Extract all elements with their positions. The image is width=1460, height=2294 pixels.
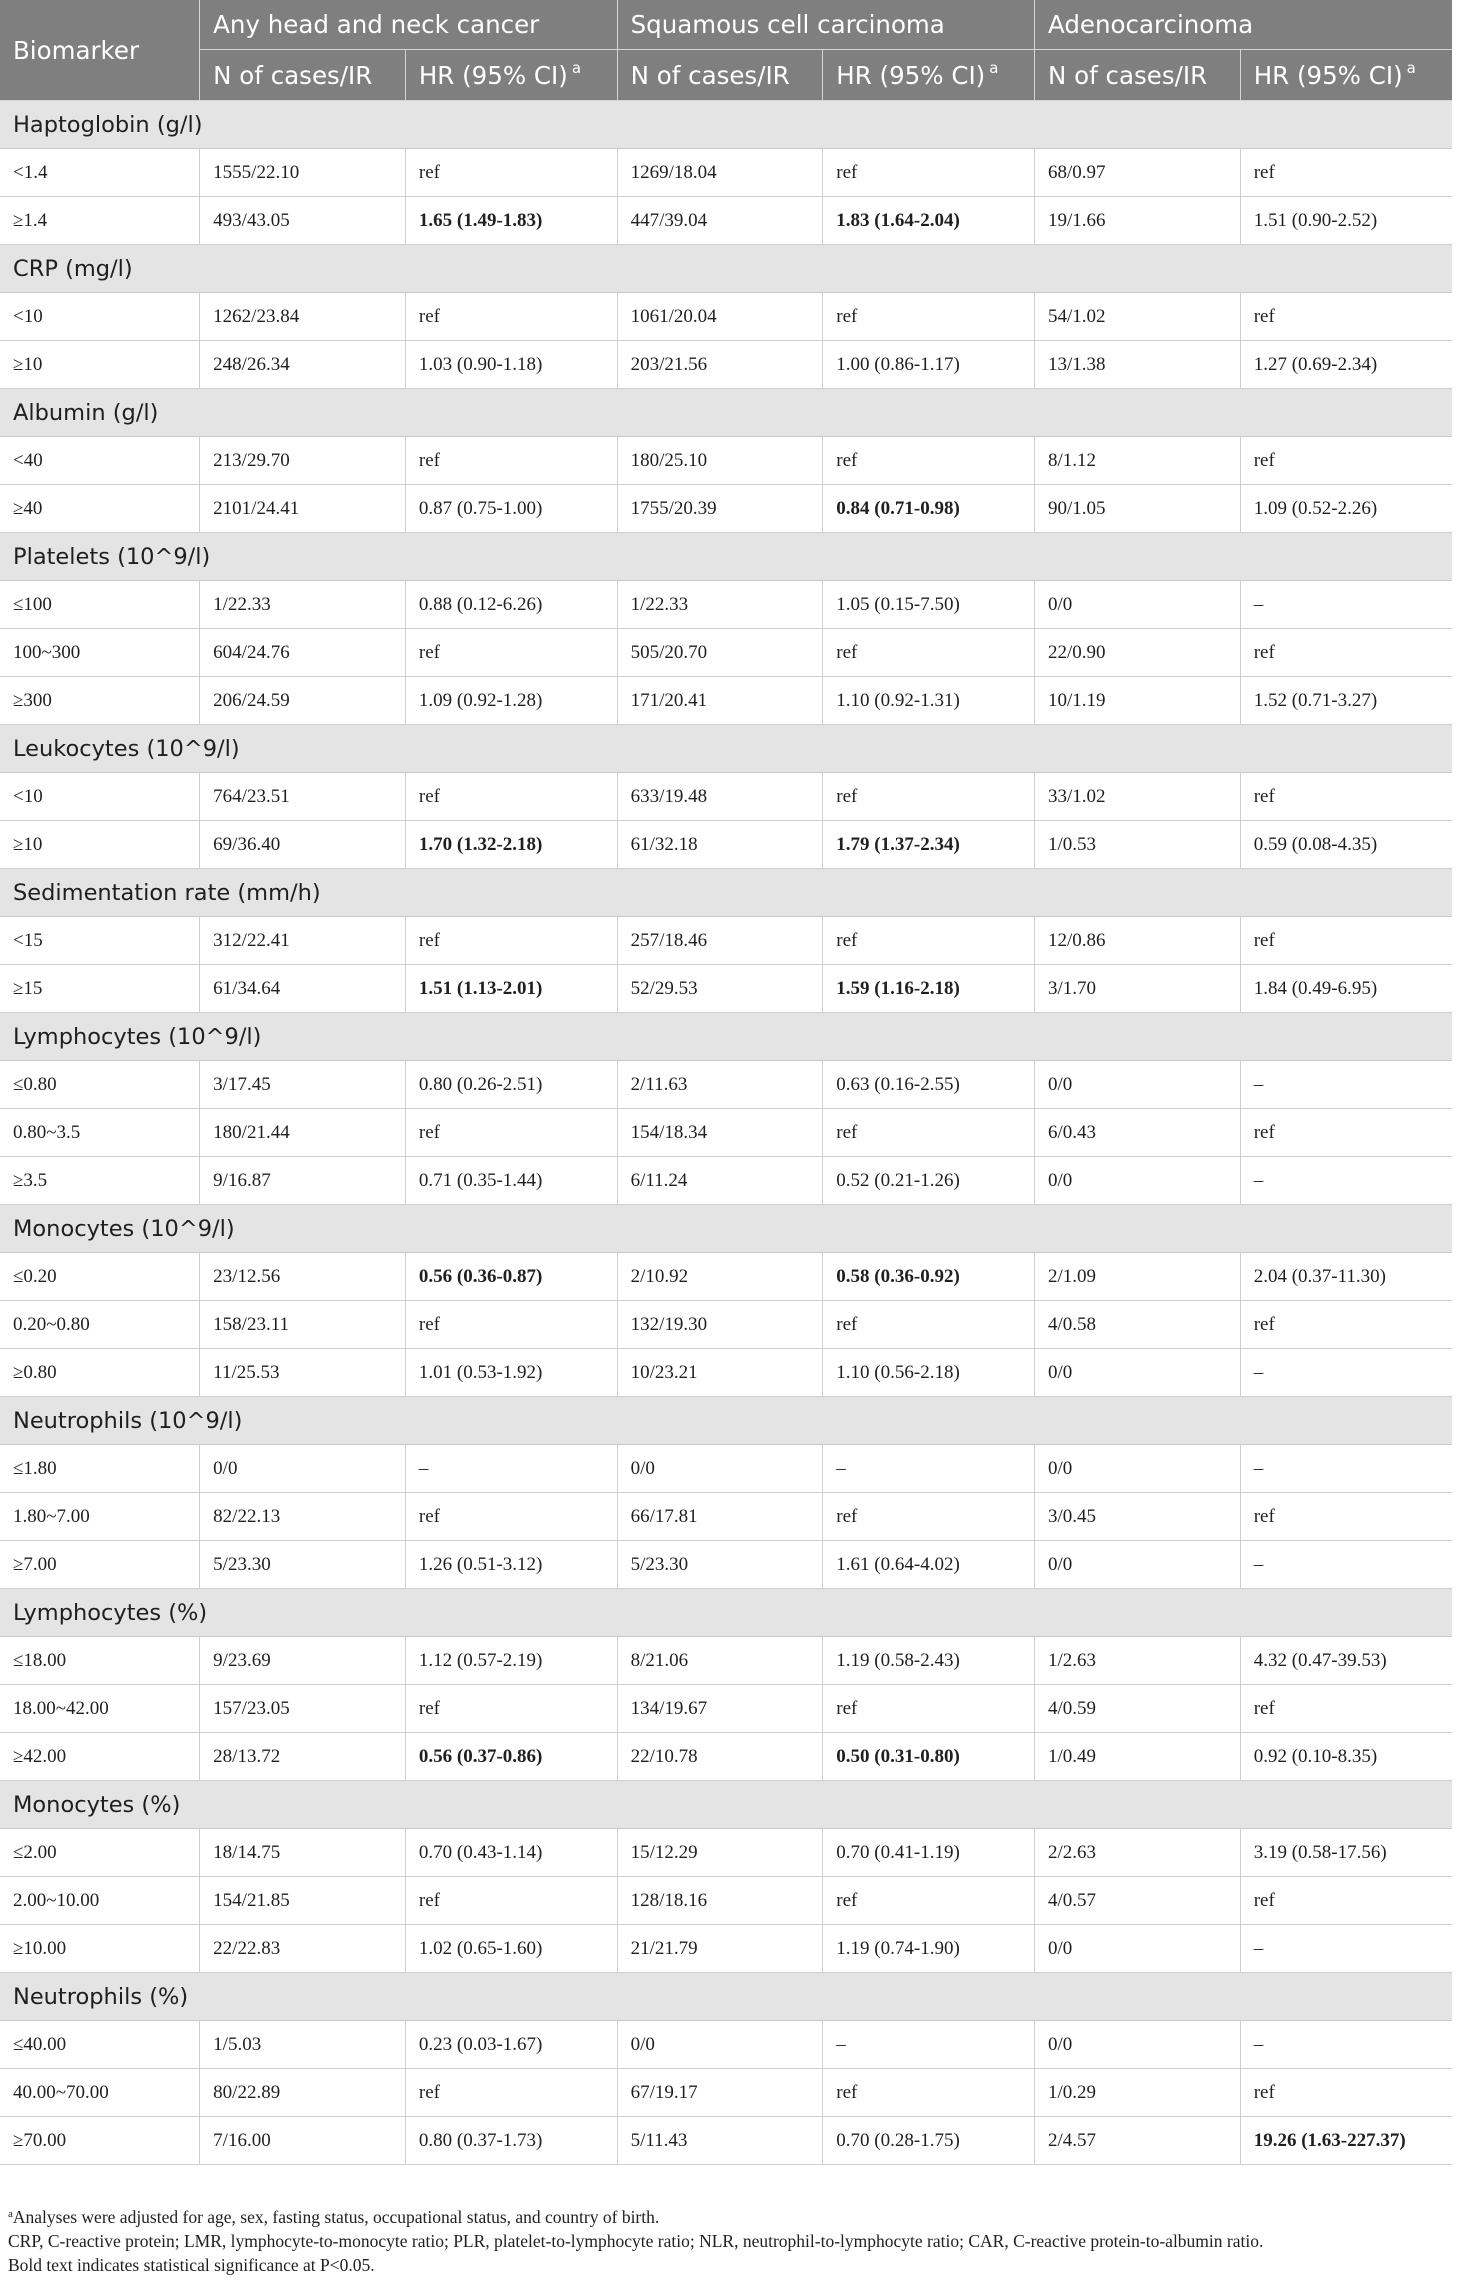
any-hnc-n-ir-cell: 69/36.40 [200, 821, 406, 869]
any-hnc-n-ir-cell: 312/22.41 [200, 917, 406, 965]
footnote-a-marker: a [8, 2208, 13, 2220]
scc-hr-cell: ref [823, 149, 1035, 197]
header-hr [405, 50, 617, 101]
any-hnc-n-ir-cell: 23/12.56 [200, 1253, 406, 1301]
any-hnc-n-ir-cell: 3/17.45 [200, 1061, 406, 1109]
any-hnc-hr-cell: 0.80 (0.26-2.51) [405, 1061, 617, 1109]
level-cell: ≥0.80 [0, 1349, 200, 1397]
section-header-row [0, 869, 1452, 917]
scc-n-ir-cell: 154/18.34 [617, 1109, 823, 1157]
adeno-n-ir-cell: 1/0.29 [1035, 2069, 1241, 2117]
adeno-n-ir-cell: 3/0.45 [1035, 1493, 1241, 1541]
level-cell: ≤18.00 [0, 1637, 200, 1685]
adeno-hr-cell: ref [1240, 149, 1452, 197]
table-row [0, 1493, 1452, 1541]
level-cell: 18.00~42.00 [0, 1685, 200, 1733]
table-row [0, 1877, 1452, 1925]
table-row [0, 773, 1452, 821]
adeno-n-ir-cell: 0/0 [1035, 581, 1241, 629]
any-hnc-hr-cell: ref [405, 629, 617, 677]
scc-hr-cell: 1.10 (0.56-2.18) [823, 1349, 1035, 1397]
any-hnc-n-ir-cell: 213/29.70 [200, 437, 406, 485]
scc-hr-cell: – [823, 1445, 1035, 1493]
table-row [0, 2021, 1452, 2069]
scc-hr-cell: ref [823, 1877, 1035, 1925]
header-group-scc: Squamous cell carcinoma [617, 0, 1034, 50]
scc-hr-cell: 1.79 (1.37-2.34) [823, 821, 1035, 869]
section-title: Lymphocytes (%) [0, 1589, 1452, 1637]
section-title: Monocytes (%) [0, 1781, 1452, 1829]
adeno-n-ir-cell: 90/1.05 [1035, 485, 1241, 533]
section-header-row [0, 1589, 1452, 1637]
scc-n-ir-cell: 180/25.10 [617, 437, 823, 485]
any-hnc-hr-cell: 1.70 (1.32-2.18) [405, 821, 617, 869]
section-title: Neutrophils (10^9/l) [0, 1397, 1452, 1445]
scc-hr-cell: ref [823, 1493, 1035, 1541]
table-row [0, 1445, 1452, 1493]
scc-hr-cell: ref [823, 773, 1035, 821]
scc-n-ir-cell: 505/20.70 [617, 629, 823, 677]
adeno-n-ir-cell: 1/2.63 [1035, 1637, 1241, 1685]
scc-hr-cell: 1.05 (0.15-7.50) [823, 581, 1035, 629]
any-hnc-n-ir-cell: 11/25.53 [200, 1349, 406, 1397]
adeno-n-ir-cell: 4/0.57 [1035, 1877, 1241, 1925]
adeno-n-ir-cell: 0/0 [1035, 1157, 1241, 1205]
adeno-hr-cell: 1.84 (0.49-6.95) [1240, 965, 1452, 1013]
table-row [0, 1733, 1452, 1781]
table-row [0, 149, 1452, 197]
table-row [0, 1109, 1452, 1157]
header-hr-sup: a [1406, 58, 1416, 77]
section-header-row [0, 245, 1452, 293]
section-header-row [0, 101, 1452, 149]
scc-n-ir-cell: 2/10.92 [617, 1253, 823, 1301]
header-biomarker: Biomarker [0, 0, 200, 101]
table-row [0, 1253, 1452, 1301]
any-hnc-n-ir-cell: 1555/22.10 [200, 149, 406, 197]
scc-n-ir-cell: 5/11.43 [617, 2117, 823, 2165]
scc-hr-cell: ref [823, 2069, 1035, 2117]
any-hnc-hr-cell: ref [405, 773, 617, 821]
adeno-hr-cell: ref [1240, 773, 1452, 821]
scc-hr-cell: 0.70 (0.41-1.19) [823, 1829, 1035, 1877]
any-hnc-n-ir-cell: 158/23.11 [200, 1301, 406, 1349]
scc-n-ir-cell: 132/19.30 [617, 1301, 823, 1349]
table-row [0, 437, 1452, 485]
any-hnc-hr-cell: ref [405, 1493, 617, 1541]
any-hnc-hr-cell: 0.87 (0.75-1.00) [405, 485, 617, 533]
adeno-hr-cell: – [1240, 1445, 1452, 1493]
any-hnc-n-ir-cell: 604/24.76 [200, 629, 406, 677]
any-hnc-n-ir-cell: 18/14.75 [200, 1829, 406, 1877]
level-cell: 40.00~70.00 [0, 2069, 200, 2117]
adeno-hr-cell: 1.52 (0.71-3.27) [1240, 677, 1452, 725]
section-title: Leukocytes (10^9/l) [0, 725, 1452, 773]
table-row [0, 1541, 1452, 1589]
scc-n-ir-cell: 15/12.29 [617, 1829, 823, 1877]
adeno-hr-cell: 19.26 (1.63-227.37) [1240, 2117, 1452, 2165]
scc-n-ir-cell: 1269/18.04 [617, 149, 823, 197]
level-cell: 2.00~10.00 [0, 1877, 200, 1925]
any-hnc-hr-cell: 1.01 (0.53-1.92) [405, 1349, 617, 1397]
adeno-hr-cell: ref [1240, 1877, 1452, 1925]
level-cell: ≤0.80 [0, 1061, 200, 1109]
any-hnc-n-ir-cell: 154/21.85 [200, 1877, 406, 1925]
any-hnc-hr-cell: 1.12 (0.57-2.19) [405, 1637, 617, 1685]
level-cell: ≤40.00 [0, 2021, 200, 2069]
any-hnc-hr-cell: ref [405, 1301, 617, 1349]
scc-hr-cell: ref [823, 917, 1035, 965]
level-cell: ≥42.00 [0, 1733, 200, 1781]
table-row [0, 1061, 1452, 1109]
scc-n-ir-cell: 5/23.30 [617, 1541, 823, 1589]
adeno-n-ir-cell: 0/0 [1035, 1349, 1241, 1397]
adeno-n-ir-cell: 0/0 [1035, 2021, 1241, 2069]
scc-hr-cell: 0.63 (0.16-2.55) [823, 1061, 1035, 1109]
header-hr-sup: a [989, 58, 999, 77]
adeno-hr-cell: – [1240, 1925, 1452, 1973]
scc-hr-cell: ref [823, 437, 1035, 485]
table-row [0, 197, 1452, 245]
scc-n-ir-cell: 6/11.24 [617, 1157, 823, 1205]
scc-n-ir-cell: 1061/20.04 [617, 293, 823, 341]
scc-hr-cell: – [823, 2021, 1035, 2069]
section-title: Lymphocytes (10^9/l) [0, 1013, 1452, 1061]
level-cell: 1.80~7.00 [0, 1493, 200, 1541]
level-cell: <15 [0, 917, 200, 965]
scc-n-ir-cell: 61/32.18 [617, 821, 823, 869]
adeno-hr-cell: 1.27 (0.69-2.34) [1240, 341, 1452, 389]
scc-hr-cell: 1.10 (0.92-1.31) [823, 677, 1035, 725]
scc-hr-cell: 1.59 (1.16-2.18) [823, 965, 1035, 1013]
scc-hr-cell: ref [823, 1109, 1035, 1157]
table-row [0, 293, 1452, 341]
any-hnc-hr-cell: ref [405, 2069, 617, 2117]
table-row [0, 1925, 1452, 1973]
scc-hr-cell: 0.58 (0.36-0.92) [823, 1253, 1035, 1301]
header-hr-label: HR (95% CI) [836, 60, 986, 90]
scc-n-ir-cell: 66/17.81 [617, 1493, 823, 1541]
level-cell: ≥7.00 [0, 1541, 200, 1589]
table-row [0, 1157, 1452, 1205]
any-hnc-hr-cell: 0.23 (0.03-1.67) [405, 2021, 617, 2069]
adeno-hr-cell: 1.09 (0.52-2.26) [1240, 485, 1452, 533]
level-cell: ≤100 [0, 581, 200, 629]
section-header-row [0, 725, 1452, 773]
level-cell: ≤1.80 [0, 1445, 200, 1493]
any-hnc-hr-cell: ref [405, 917, 617, 965]
adeno-hr-cell: 1.51 (0.90-2.52) [1240, 197, 1452, 245]
level-cell: ≥1.4 [0, 197, 200, 245]
scc-n-ir-cell: 22/10.78 [617, 1733, 823, 1781]
any-hnc-hr-cell: 1.03 (0.90-1.18) [405, 341, 617, 389]
adeno-n-ir-cell: 1/0.53 [1035, 821, 1241, 869]
header-hr-sup: a [571, 58, 582, 77]
adeno-n-ir-cell: 22/0.90 [1035, 629, 1241, 677]
table-row [0, 1349, 1452, 1397]
adeno-n-ir-cell: 0/0 [1035, 1061, 1241, 1109]
scc-n-ir-cell: 2/11.63 [617, 1061, 823, 1109]
any-hnc-n-ir-cell: 493/43.05 [200, 197, 406, 245]
section-title: Sedimentation rate (mm/h) [0, 869, 1452, 917]
header-n-ir: N of cases/IR [200, 50, 406, 101]
any-hnc-n-ir-cell: 157/23.05 [200, 1685, 406, 1733]
adeno-hr-cell: ref [1240, 917, 1452, 965]
section-header-row [0, 389, 1452, 437]
any-hnc-hr-cell: ref [405, 1877, 617, 1925]
any-hnc-n-ir-cell: 248/26.34 [200, 341, 406, 389]
section-title: Neutrophils (%) [0, 1973, 1452, 2021]
adeno-n-ir-cell: 13/1.38 [1035, 341, 1241, 389]
adeno-hr-cell: – [1240, 1349, 1452, 1397]
scc-n-ir-cell: 10/23.21 [617, 1349, 823, 1397]
section-title: CRP (mg/l) [0, 245, 1452, 293]
scc-hr-cell: 0.52 (0.21-1.26) [823, 1157, 1035, 1205]
level-cell: <40 [0, 437, 200, 485]
scc-n-ir-cell: 0/0 [617, 2021, 823, 2069]
scc-hr-cell: 0.70 (0.28-1.75) [823, 2117, 1035, 2165]
level-cell: ≥10 [0, 821, 200, 869]
scc-n-ir-cell: 21/21.79 [617, 1925, 823, 1973]
any-hnc-n-ir-cell: 1262/23.84 [200, 293, 406, 341]
level-cell: ≤2.00 [0, 1829, 200, 1877]
level-cell: <10 [0, 293, 200, 341]
table-row [0, 821, 1452, 869]
scc-hr-cell: 1.19 (0.74-1.90) [823, 1925, 1035, 1973]
level-cell: ≥10 [0, 341, 200, 389]
table-row [0, 2117, 1452, 2165]
any-hnc-hr-cell: 0.80 (0.37-1.73) [405, 2117, 617, 2165]
header-hr-label: HR (95% CI) [418, 60, 568, 90]
level-cell: 0.80~3.5 [0, 1109, 200, 1157]
scc-n-ir-cell: 1/22.33 [617, 581, 823, 629]
level-cell: ≥3.5 [0, 1157, 200, 1205]
table-row [0, 2069, 1452, 2117]
any-hnc-hr-cell: 0.71 (0.35-1.44) [405, 1157, 617, 1205]
adeno-n-ir-cell: 0/0 [1035, 1541, 1241, 1589]
table-row [0, 1301, 1452, 1349]
level-cell: ≥70.00 [0, 2117, 200, 2165]
any-hnc-hr-cell: 1.51 (1.13-2.01) [405, 965, 617, 1013]
header-hr-label: HR (95% CI) [1253, 60, 1403, 90]
header-hr [823, 50, 1035, 101]
scc-hr-cell: 1.19 (0.58-2.43) [823, 1637, 1035, 1685]
adeno-hr-cell: ref [1240, 1685, 1452, 1733]
scc-hr-cell: ref [823, 1301, 1035, 1349]
any-hnc-hr-cell: – [405, 1445, 617, 1493]
scc-n-ir-cell: 0/0 [617, 1445, 823, 1493]
adeno-n-ir-cell: 1/0.49 [1035, 1733, 1241, 1781]
scc-n-ir-cell: 203/21.56 [617, 341, 823, 389]
adeno-hr-cell: – [1240, 1157, 1452, 1205]
table-row [0, 581, 1452, 629]
adeno-n-ir-cell: 33/1.02 [1035, 773, 1241, 821]
table-row [0, 677, 1452, 725]
scc-hr-cell: 1.61 (0.64-4.02) [823, 1541, 1035, 1589]
adeno-hr-cell: 0.92 (0.10-8.35) [1240, 1733, 1452, 1781]
level-cell: 0.20~0.80 [0, 1301, 200, 1349]
any-hnc-hr-cell: 0.88 (0.12-6.26) [405, 581, 617, 629]
any-hnc-hr-cell: ref [405, 1109, 617, 1157]
header-row-metrics [0, 50, 1452, 101]
scc-hr-cell: 1.00 (0.86-1.17) [823, 341, 1035, 389]
adeno-n-ir-cell: 12/0.86 [1035, 917, 1241, 965]
any-hnc-n-ir-cell: 0/0 [200, 1445, 406, 1493]
header-n-ir: N of cases/IR [617, 50, 823, 101]
footnote-abbreviations: CRP, C-reactive protein; LMR, lymphocyte-to-monocyte ratio; PLR, platelet-to-lymphocyte ratio; NLR, neutrophil-to-lymphocyte ratio; CAR, C-reactive protein-to-albumin ratio. [8, 2231, 1264, 2251]
any-hnc-n-ir-cell: 80/22.89 [200, 2069, 406, 2117]
adeno-hr-cell: – [1240, 1541, 1452, 1589]
any-hnc-n-ir-cell: 9/16.87 [200, 1157, 406, 1205]
table-body [0, 101, 1452, 2165]
section-header-row [0, 1973, 1452, 2021]
any-hnc-hr-cell: ref [405, 437, 617, 485]
level-cell: <10 [0, 773, 200, 821]
adeno-n-ir-cell: 4/0.59 [1035, 1685, 1241, 1733]
table-row [0, 341, 1452, 389]
any-hnc-hr-cell: 0.70 (0.43-1.14) [405, 1829, 617, 1877]
any-hnc-hr-cell: ref [405, 149, 617, 197]
adeno-hr-cell: ref [1240, 2069, 1452, 2117]
section-header-row [0, 1205, 1452, 1253]
section-title: Platelets (10^9/l) [0, 533, 1452, 581]
any-hnc-n-ir-cell: 1/5.03 [200, 2021, 406, 2069]
adeno-n-ir-cell: 68/0.97 [1035, 149, 1241, 197]
adeno-hr-cell: 2.04 (0.37-11.30) [1240, 1253, 1452, 1301]
adeno-hr-cell: 0.59 (0.08-4.35) [1240, 821, 1452, 869]
adeno-n-ir-cell: 2/4.57 [1035, 2117, 1241, 2165]
section-header-row [0, 1013, 1452, 1061]
footnote-a [8, 2205, 1448, 2229]
adeno-hr-cell: – [1240, 1061, 1452, 1109]
any-hnc-hr-cell: 1.02 (0.65-1.60) [405, 1925, 617, 1973]
any-hnc-n-ir-cell: 22/22.83 [200, 1925, 406, 1973]
any-hnc-hr-cell: ref [405, 293, 617, 341]
table-row [0, 485, 1452, 533]
section-title: Haptoglobin (g/l) [0, 101, 1452, 149]
footnotes [8, 2205, 1448, 2277]
header-n-ir: N of cases/IR [1035, 50, 1241, 101]
adeno-hr-cell: ref [1240, 1493, 1452, 1541]
scc-hr-cell: 0.50 (0.31-0.80) [823, 1733, 1035, 1781]
any-hnc-n-ir-cell: 28/13.72 [200, 1733, 406, 1781]
any-hnc-n-ir-cell: 7/16.00 [200, 2117, 406, 2165]
any-hnc-hr-cell: 1.09 (0.92-1.28) [405, 677, 617, 725]
adeno-n-ir-cell: 4/0.58 [1035, 1301, 1241, 1349]
adeno-n-ir-cell: 2/2.63 [1035, 1829, 1241, 1877]
header-hr [1240, 50, 1452, 101]
any-hnc-n-ir-cell: 764/23.51 [200, 773, 406, 821]
adeno-hr-cell: 3.19 (0.58-17.56) [1240, 1829, 1452, 1877]
adeno-hr-cell: ref [1240, 629, 1452, 677]
scc-hr-cell: ref [823, 293, 1035, 341]
scc-n-ir-cell: 1755/20.39 [617, 485, 823, 533]
level-cell: ≥15 [0, 965, 200, 1013]
adeno-n-ir-cell: 10/1.19 [1035, 677, 1241, 725]
section-header-row [0, 533, 1452, 581]
level-cell: ≤0.20 [0, 1253, 200, 1301]
adeno-hr-cell: – [1240, 2021, 1452, 2069]
adeno-hr-cell: – [1240, 581, 1452, 629]
adeno-n-ir-cell: 2/1.09 [1035, 1253, 1241, 1301]
table-row [0, 629, 1452, 677]
section-title: Albumin (g/l) [0, 389, 1452, 437]
table-row [0, 917, 1452, 965]
adeno-n-ir-cell: 6/0.43 [1035, 1109, 1241, 1157]
section-header-row [0, 1397, 1452, 1445]
any-hnc-hr-cell: 1.26 (0.51-3.12) [405, 1541, 617, 1589]
scc-n-ir-cell: 257/18.46 [617, 917, 823, 965]
scc-hr-cell: 1.83 (1.64-2.04) [823, 197, 1035, 245]
level-cell: ≥10.00 [0, 1925, 200, 1973]
any-hnc-hr-cell: 1.65 (1.49-1.83) [405, 197, 617, 245]
any-hnc-n-ir-cell: 206/24.59 [200, 677, 406, 725]
scc-hr-cell: 0.84 (0.71-0.98) [823, 485, 1035, 533]
adeno-hr-cell: ref [1240, 1109, 1452, 1157]
footnote-bold-note: Bold text indicates statistical significance at P<0.05. [8, 2255, 375, 2275]
adeno-n-ir-cell: 54/1.02 [1035, 293, 1241, 341]
adeno-hr-cell: ref [1240, 437, 1452, 485]
any-hnc-n-ir-cell: 180/21.44 [200, 1109, 406, 1157]
any-hnc-hr-cell: 0.56 (0.37-0.86) [405, 1733, 617, 1781]
adeno-n-ir-cell: 0/0 [1035, 1925, 1241, 1973]
any-hnc-n-ir-cell: 9/23.69 [200, 1637, 406, 1685]
adeno-hr-cell: ref [1240, 1301, 1452, 1349]
scc-n-ir-cell: 52/29.53 [617, 965, 823, 1013]
header-group-adeno: Adenocarcinoma [1035, 0, 1452, 50]
adeno-n-ir-cell: 0/0 [1035, 1445, 1241, 1493]
section-header-row [0, 1781, 1452, 1829]
adeno-hr-cell: ref [1240, 293, 1452, 341]
scc-n-ir-cell: 8/21.06 [617, 1637, 823, 1685]
scc-n-ir-cell: 633/19.48 [617, 773, 823, 821]
table-row [0, 1685, 1452, 1733]
table-row [0, 1637, 1452, 1685]
level-cell: <1.4 [0, 149, 200, 197]
any-hnc-n-ir-cell: 61/34.64 [200, 965, 406, 1013]
level-cell: ≥40 [0, 485, 200, 533]
adeno-hr-cell: 4.32 (0.47-39.53) [1240, 1637, 1452, 1685]
footnote-a-text: Analyses were adjusted for age, sex, fasting status, occupational status, and country of birth. [12, 2207, 660, 2227]
scc-hr-cell: ref [823, 629, 1035, 677]
scc-n-ir-cell: 447/39.04 [617, 197, 823, 245]
any-hnc-hr-cell: ref [405, 1685, 617, 1733]
table-row [0, 1829, 1452, 1877]
header-group-any-hnc: Any head and neck cancer [200, 0, 617, 50]
scc-hr-cell: ref [823, 1685, 1035, 1733]
any-hnc-n-ir-cell: 5/23.30 [200, 1541, 406, 1589]
header-row-groups [0, 0, 1452, 50]
scc-n-ir-cell: 67/19.17 [617, 2069, 823, 2117]
any-hnc-n-ir-cell: 2101/24.41 [200, 485, 406, 533]
any-hnc-hr-cell: 0.56 (0.36-0.87) [405, 1253, 617, 1301]
scc-n-ir-cell: 134/19.67 [617, 1685, 823, 1733]
table-row [0, 965, 1452, 1013]
level-cell: 100~300 [0, 629, 200, 677]
scc-n-ir-cell: 171/20.41 [617, 677, 823, 725]
any-hnc-n-ir-cell: 82/22.13 [200, 1493, 406, 1541]
level-cell: ≥300 [0, 677, 200, 725]
adeno-n-ir-cell: 19/1.66 [1035, 197, 1241, 245]
scc-n-ir-cell: 128/18.16 [617, 1877, 823, 1925]
section-title: Monocytes (10^9/l) [0, 1205, 1452, 1253]
any-hnc-n-ir-cell: 1/22.33 [200, 581, 406, 629]
adeno-n-ir-cell: 8/1.12 [1035, 437, 1241, 485]
adeno-n-ir-cell: 3/1.70 [1035, 965, 1241, 1013]
